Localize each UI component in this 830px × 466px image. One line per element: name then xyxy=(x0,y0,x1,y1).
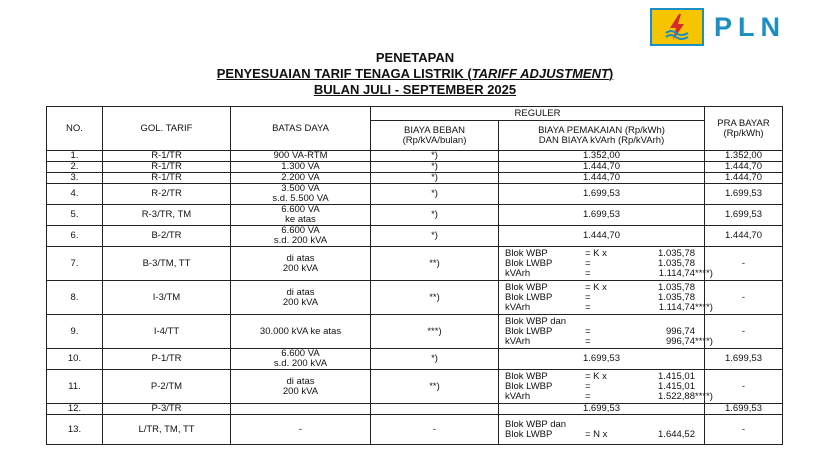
heading-line3: BULAN JULI - SEPTEMBER 2025 xyxy=(313,82,517,97)
cell-biaya-beban: *) xyxy=(371,151,499,162)
table-row xyxy=(47,151,783,162)
cell-pemakaian: 1.352,00 xyxy=(499,151,705,162)
cell-gol-tarif: R-1/TR xyxy=(103,173,231,184)
block-line: Blok LWBP = 996,74 xyxy=(505,325,695,337)
cell-pemakaian: 1.699,53 xyxy=(499,404,705,415)
cell-prabayar: 1.699,53 xyxy=(705,349,783,370)
cell-gol-tarif: R-2/TR xyxy=(103,184,231,205)
pln-logo xyxy=(650,8,786,46)
cell-pemakaian: 1.444,70 xyxy=(499,162,705,173)
cell-batas-daya: 900 VA-RTM xyxy=(231,151,371,162)
cell-pemakaian xyxy=(499,281,713,315)
cell-prabayar: 1.444,70 xyxy=(705,226,783,247)
cell-no: 4. xyxy=(47,184,103,205)
block-line: kVArh = 1.114,74 ****) xyxy=(505,301,713,313)
cell-biaya-beban: **) xyxy=(371,370,499,404)
table-row xyxy=(47,247,783,281)
table-row xyxy=(47,404,783,415)
heading-line2: PENYESUAIAN TARIF TENAGA LISTRIK (TARIFF ADJUSTMENT) xyxy=(216,66,614,81)
cell-biaya-beban: *) xyxy=(371,184,499,205)
cell-batas-daya: 6.600 VA ke atas xyxy=(231,205,371,226)
table-row xyxy=(47,349,783,370)
cell-no: 13. xyxy=(47,415,103,445)
cell-prabayar: - xyxy=(705,415,783,445)
cell-biaya-beban: *) xyxy=(371,205,499,226)
cell-no: 11. xyxy=(47,370,103,404)
cell-prabayar: 1.699,53 xyxy=(705,404,783,415)
brand-name: PLN xyxy=(714,11,786,42)
cell-pemakaian xyxy=(499,247,713,281)
cell-biaya-beban: *) xyxy=(371,162,499,173)
cell-batas-daya: 6.600 VA s.d. 200 kVA xyxy=(231,349,371,370)
cell-gol-tarif: P-2/TM xyxy=(103,370,231,404)
cell-batas-daya: - xyxy=(231,415,371,445)
cell-gol-tarif: P-1/TR xyxy=(103,349,231,370)
cell-no: 1. xyxy=(47,151,103,162)
header-prabayar: PRA BAYAR (Rp/kWh) xyxy=(705,107,783,151)
header-biaya-beban: BIAYA BEBAN (Rp/kVA/bulan) xyxy=(371,121,499,151)
table-row xyxy=(47,184,783,205)
cell-no: 2. xyxy=(47,162,103,173)
cell-biaya-beban xyxy=(371,404,499,415)
cell-gol-tarif: I-4/TT xyxy=(103,315,231,349)
cell-prabayar: 1.699,53 xyxy=(705,205,783,226)
table-row xyxy=(47,162,783,173)
cell-no: 7. xyxy=(47,247,103,281)
block-line: Blok WBP = K x 1.415,01 xyxy=(505,370,695,382)
table-row xyxy=(47,226,783,247)
cell-biaya-beban: *) xyxy=(371,349,499,370)
block-line: kVArh = 996,74 ****) xyxy=(505,335,713,347)
header-gol-tarif: GOL. TARIF xyxy=(103,107,231,151)
cell-pemakaian: 1.444,70 xyxy=(499,173,705,184)
block-line: Blok LWBP = 1.415,01 xyxy=(505,380,695,392)
cell-gol-tarif: L/TR, TM, TT xyxy=(103,415,231,445)
heading-line1: PENETAPAN xyxy=(375,50,455,65)
cell-batas-daya: di atas 200 kVA xyxy=(231,370,371,404)
tariff-table xyxy=(46,106,783,445)
cell-prabayar: 1.699,53 xyxy=(705,184,783,205)
cell-prabayar: 1.444,70 xyxy=(705,173,783,184)
block-line: Blok WBP = K x 1.035,78 xyxy=(505,247,695,259)
block-line: Blok WBP dan xyxy=(505,315,567,327)
table-row xyxy=(47,315,783,349)
cell-batas-daya: 1.300 VA xyxy=(231,162,371,173)
table-row xyxy=(47,205,783,226)
cell-pemakaian xyxy=(499,415,705,445)
cell-gol-tarif: R-1/TR xyxy=(103,162,231,173)
cell-pemakaian xyxy=(499,370,713,404)
cell-no: 10. xyxy=(47,349,103,370)
cell-batas-daya: 6.600 VA s.d. 200 kVA xyxy=(231,226,371,247)
block-line: Blok WBP = K x 1.035,78 xyxy=(505,281,695,293)
cell-biaya-beban: - xyxy=(371,415,499,445)
cell-pemakaian xyxy=(499,315,713,349)
cell-prabayar: - xyxy=(705,247,783,281)
cell-batas-daya: 3.500 VA s.d. 5.500 VA xyxy=(231,184,371,205)
cell-pemakaian: 1.699,53 xyxy=(499,349,705,370)
document-heading xyxy=(0,50,830,98)
cell-prabayar: - xyxy=(705,370,783,404)
cell-gol-tarif: I-3/TM xyxy=(103,281,231,315)
cell-biaya-beban: *) xyxy=(371,173,499,184)
cell-gol-tarif: P-3/TR xyxy=(103,404,231,415)
cell-no: 6. xyxy=(47,226,103,247)
header-no: NO. xyxy=(47,107,103,151)
cell-biaya-beban: *) xyxy=(371,226,499,247)
cell-no: 5. xyxy=(47,205,103,226)
cell-gol-tarif: B-2/TR xyxy=(103,226,231,247)
cell-pemakaian: 1.444,70 xyxy=(499,226,705,247)
cell-pemakaian: 1.699,53 xyxy=(499,184,705,205)
cell-batas-daya: di atas 200 kVA xyxy=(231,281,371,315)
block-line: Blok WBP dan xyxy=(505,418,567,430)
cell-no: 9. xyxy=(47,315,103,349)
cell-prabayar: 1.352,00 xyxy=(705,151,783,162)
block-line: Blok LWBP = 1.035,78 xyxy=(505,291,695,303)
lightning-icon xyxy=(650,8,704,46)
cell-no: 8. xyxy=(47,281,103,315)
cell-prabayar: 1.444,70 xyxy=(705,162,783,173)
cell-no: 12. xyxy=(47,404,103,415)
table-row xyxy=(47,281,783,315)
cell-gol-tarif: R-1/TR xyxy=(103,151,231,162)
cell-gol-tarif: B-3/TM, TT xyxy=(103,247,231,281)
cell-biaya-beban: ***) xyxy=(371,315,499,349)
cell-prabayar: - xyxy=(705,315,783,349)
cell-gol-tarif: R-3/TR, TM xyxy=(103,205,231,226)
cell-batas-daya: 30.000 kVA ke atas xyxy=(231,315,371,349)
cell-biaya-beban: **) xyxy=(371,247,499,281)
cell-batas-daya: 2.200 VA xyxy=(231,173,371,184)
cell-prabayar: - xyxy=(705,281,783,315)
block-line: kVArh = 1.522,88 ****) xyxy=(505,390,713,402)
header-batas-daya: BATAS DAYA xyxy=(231,107,371,151)
header-biaya-pemakaian: BIAYA PEMAKAIAN (Rp/kWh) DAN BIAYA kVArh (Rp/kVArh) xyxy=(499,121,705,151)
cell-batas-daya xyxy=(231,404,371,415)
table-row xyxy=(47,370,783,404)
block-line: Blok LWBP = 1.035,78 xyxy=(505,257,695,269)
block-line: Blok LWBP = N x 1.644,52 xyxy=(505,428,695,440)
cell-batas-daya: di atas 200 kVA xyxy=(231,247,371,281)
cell-no: 3. xyxy=(47,173,103,184)
cell-pemakaian: 1.699,53 xyxy=(499,205,705,226)
table-row xyxy=(47,415,783,445)
block-line: kVArh = 1.114,74 ****) xyxy=(505,267,713,279)
table-row xyxy=(47,173,783,184)
cell-biaya-beban: **) xyxy=(371,281,499,315)
header-reguler: REGULER xyxy=(371,107,705,121)
